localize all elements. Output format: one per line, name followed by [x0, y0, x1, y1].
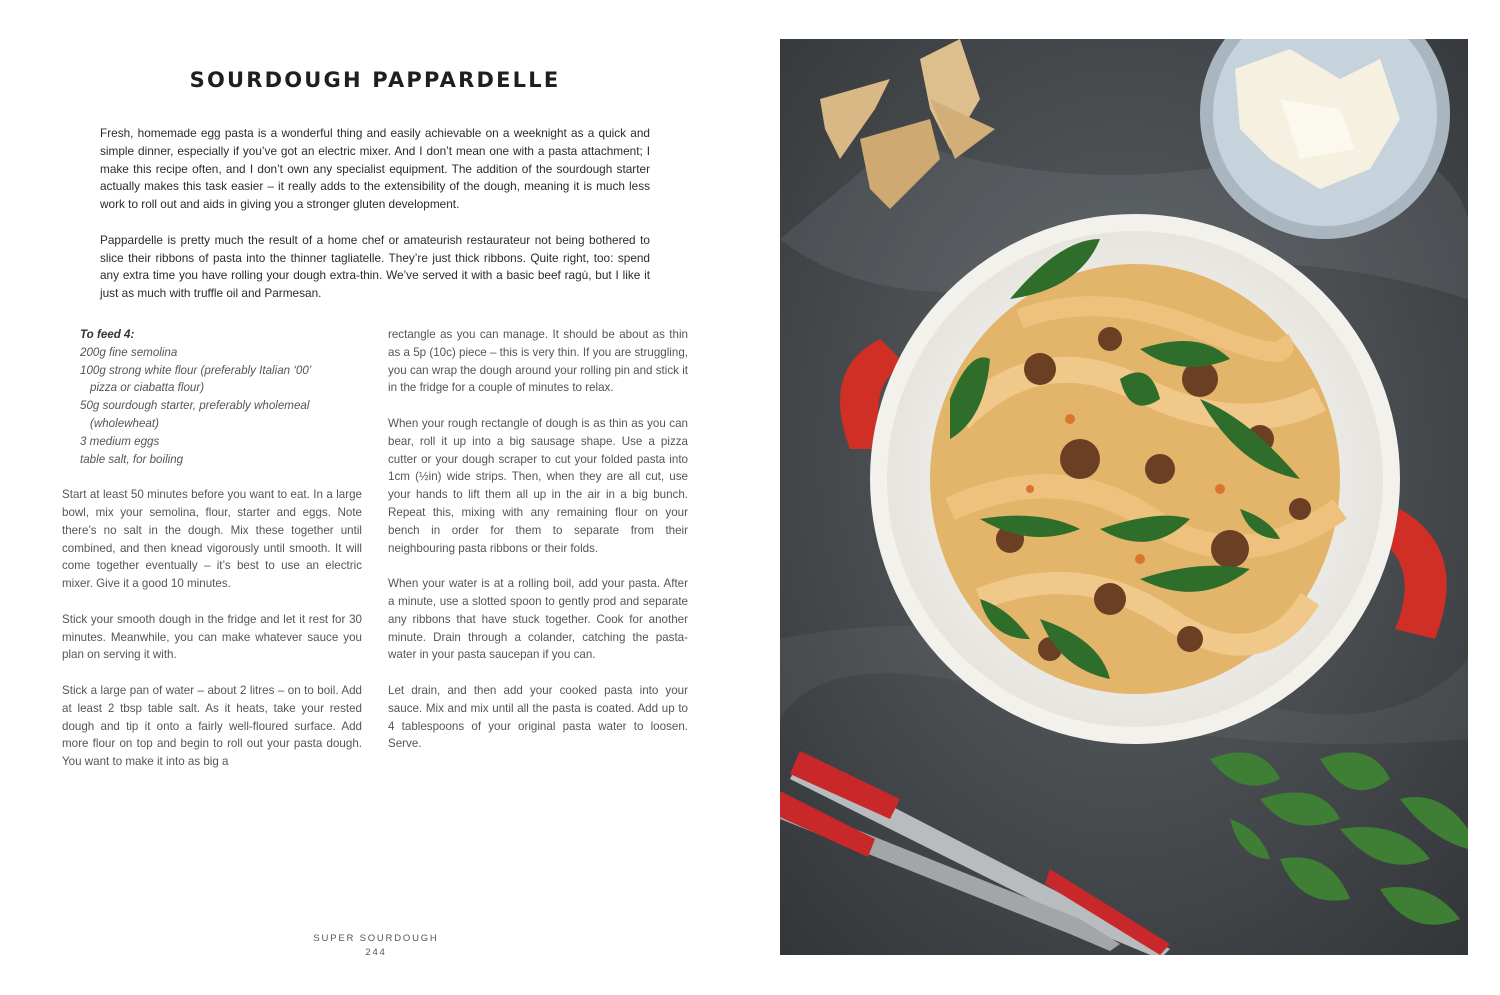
recipe-title: SOURDOUGH PAPPARDELLE: [189, 68, 561, 92]
page-footer: [0, 932, 752, 960]
method-column-right: [388, 326, 688, 771]
pappardelle-photo: [780, 39, 1468, 955]
page-number: 244: [365, 947, 387, 958]
method-step: Stick your smooth dough in the fridge and let it rest for 30 minutes. Meanwhile, you can make whatever sauce you plan on serving it with.: [62, 612, 362, 662]
method-step: rectangle as you can manage. It should be about as thin as a 5p (10c) piece – this is very thin. If you are struggling, you can wrap the dough around your rolling pin and stick it in the fridge for a couple of minutes to relax.: [388, 328, 688, 395]
method-step: Start at least 50 minutes before you want to eat. In a large bowl, mix your semolina, flour, starter and eggs. Note there’s no salt in the dough. Mix these together until combined, and then knead vigorously until smooth. It will come together eventually – it’s best to use an electric mixer. Give it a good 10 minutes.: [62, 488, 362, 591]
servings-heading: To feed 4:: [80, 328, 135, 341]
intro-paragraph: Fresh, homemade egg pasta is a wonderful thing and easily achievable on a weeknight as a quick and simple dinner, especially if you’ve got an electric mixer. And I don’t mean one with a pasta attachment; I make this recipe often, and I don’t own any specialist equipment. The addition of the sourdough starter actually makes this task easier – it really adds to the extensibility of the dough, meaning it is much less work to roll out and aids in giving you a stronger gluten development.: [100, 126, 650, 212]
ingredient-item: 3 medium eggs: [80, 434, 160, 448]
ingredient-item: 50g sourdough starter, preferably wholemeal: [80, 399, 310, 413]
running-title: SUPER SOURDOUGH: [313, 933, 439, 944]
method-step: When your water is at a rolling boil, add your pasta. After a minute, use a slotted spoon to gently prod and separate any ribbons that have stuck together. Cook for another minute. Drain through a colander, catching the pasta-water in your pasta saucepan if you can.: [388, 577, 688, 662]
ingredient-item-continued: pizza or ciabatta flour): [90, 381, 205, 395]
intro-paragraph: Pappardelle is pretty much the result of a home chef or amateurish restaurateur not being bothered to slice their ribbons of pasta into the thinner tagliatelle. They’re just thick ribbons. Quite right, too: spend any extra time you have rolling your dough extra-thin. We’ve served it with a basic beef ragù, but I like it just as much with truffle oil and Parmesan.: [100, 232, 650, 301]
photo-illustration: [780, 39, 1468, 955]
pasta-ragu: [930, 264, 1340, 694]
method-step: Stick a large pan of water – about 2 litres – on to boil. Add at least 2 tbsp table salt. As it heats, take your rested dough and tip it onto a fairly well-floured surface. Add more flour on top and begin to roll out your pasta dough. You want to make it into as big a: [62, 683, 362, 769]
ingredient-item-continued: (wholewheat): [90, 416, 159, 430]
ingredient-item: 100g strong white flour (preferably Italian ‘00’: [80, 363, 312, 377]
method-step: Let drain, and then add your cooked pasta into your sauce. Mix and mix until all the pasta is coated. Add up to 4 tablespoons of your original pasta water to loosen. Serve.: [388, 683, 688, 751]
ingredient-item: table salt, for boiling: [80, 452, 184, 466]
ingredient-item: 200g fine semolina: [80, 345, 178, 359]
ingredients-list: [62, 326, 362, 468]
method-step: When your rough rectangle of dough is as thin as you can bear, roll it up into a big sausage shape. Use a pizza cutter or your dough scraper to cut your folded pasta into 1cm (½in) wide strips. Then, when they are all cut, use your hands to lift them all up in the air in a big bunch. Repeat this, mixing with any remaining flour on your bench in order for them to separate from their neighbouring pasta ribbons or their folds.: [388, 416, 688, 555]
method-column-left: [62, 326, 362, 789]
intro-text: [100, 125, 650, 321]
